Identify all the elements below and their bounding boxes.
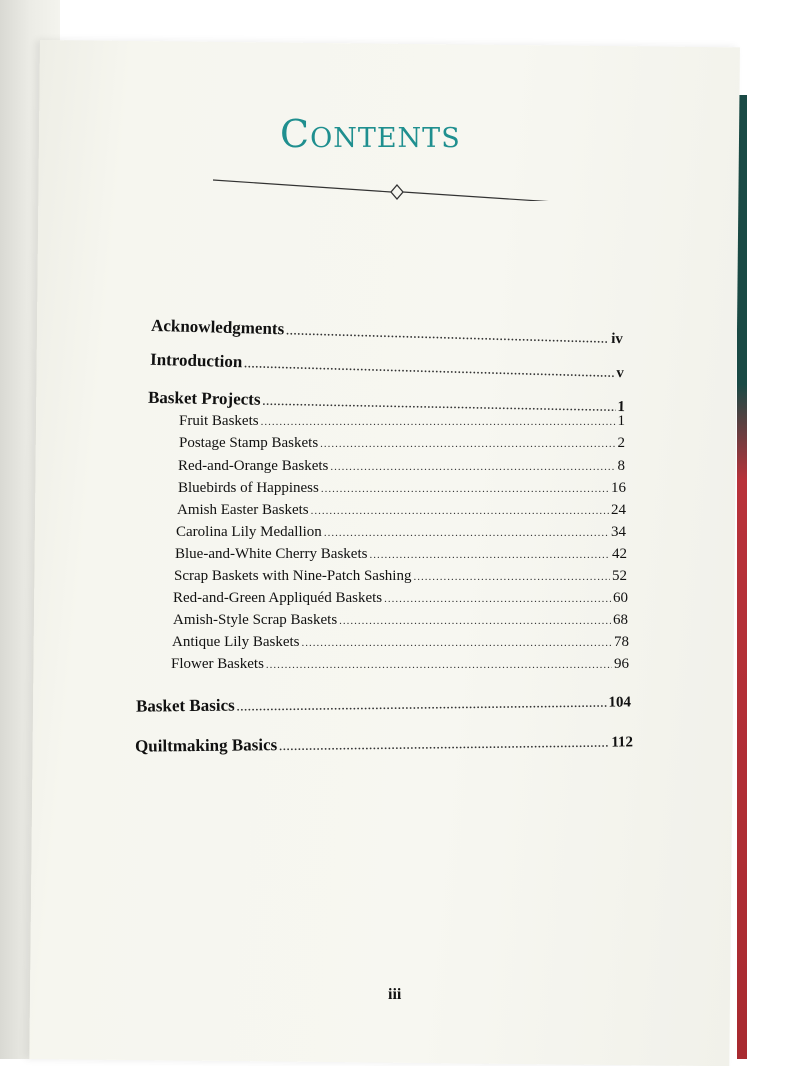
toc-page: 1 xyxy=(617,399,626,416)
toc-page: 78 xyxy=(614,634,629,650)
toc-page: 2 xyxy=(617,435,625,451)
page-title: Contents xyxy=(280,112,461,156)
toc-page: 16 xyxy=(611,480,626,496)
toc-page: 34 xyxy=(611,524,626,540)
toc-entry-introduction xyxy=(150,350,624,382)
toc-label: Acknowledgments xyxy=(150,315,285,339)
toc-page: v xyxy=(616,365,625,382)
toc-label: Fruit Baskets xyxy=(179,413,259,429)
toc-label: Amish-Style Scrap Baskets xyxy=(173,612,338,628)
toc-page: 1 xyxy=(617,413,625,429)
toc-label: Carolina Lily Medallion xyxy=(176,524,322,540)
toc-page: 96 xyxy=(614,656,629,672)
toc-entry-acknowledgments xyxy=(151,316,623,348)
toc-label: Scrap Baskets with Nine-Patch Sashing xyxy=(174,568,412,584)
toc-label: Quiltmaking Basics xyxy=(134,735,278,756)
toc-entry-basket-basics xyxy=(136,691,631,716)
toc-page: 104 xyxy=(608,694,632,711)
toc-label: Amish Easter Baskets xyxy=(177,502,309,518)
toc-entry-quiltmaking-basics xyxy=(135,731,633,756)
toc-entry-basket-projects xyxy=(148,388,625,416)
toc-entry xyxy=(171,656,629,673)
toc-entry xyxy=(175,546,627,563)
toc-entry xyxy=(174,568,627,585)
toc-page: 52 xyxy=(612,568,627,584)
toc-page: 112 xyxy=(611,734,634,751)
toc-page: 60 xyxy=(613,590,628,606)
toc-label: Blue-and-White Cherry Baskets xyxy=(175,546,368,562)
toc-entry xyxy=(178,458,625,475)
toc-page: 68 xyxy=(613,612,628,628)
toc-label: Postage Stamp Baskets xyxy=(179,435,319,451)
toc-page: 24 xyxy=(611,502,626,518)
toc-entry xyxy=(177,502,626,519)
toc-entry xyxy=(173,612,628,629)
toc-page: iv xyxy=(611,330,624,348)
toc-entry xyxy=(179,413,625,430)
toc-entry xyxy=(176,524,626,541)
toc-page: 8 xyxy=(617,458,625,474)
toc-label: Flower Baskets xyxy=(171,656,264,672)
page-number: iii xyxy=(388,986,402,1003)
toc-page: 42 xyxy=(612,546,627,562)
toc-label: Antique Lily Baskets xyxy=(172,634,300,650)
toc-label: Bluebirds of Happiness xyxy=(178,480,319,496)
toc-label: Red-and-Orange Baskets xyxy=(178,458,329,474)
toc-label: Red-and-Green Appliquéd Baskets xyxy=(173,590,383,606)
toc-entry xyxy=(172,634,629,651)
toc-entry xyxy=(173,590,628,607)
toc-label: Basket Projects xyxy=(147,387,261,409)
toc-entry xyxy=(178,480,626,497)
toc-label: Basket Basics xyxy=(135,695,235,716)
toc-label: Introduction xyxy=(149,349,243,372)
toc-entry xyxy=(179,435,625,452)
